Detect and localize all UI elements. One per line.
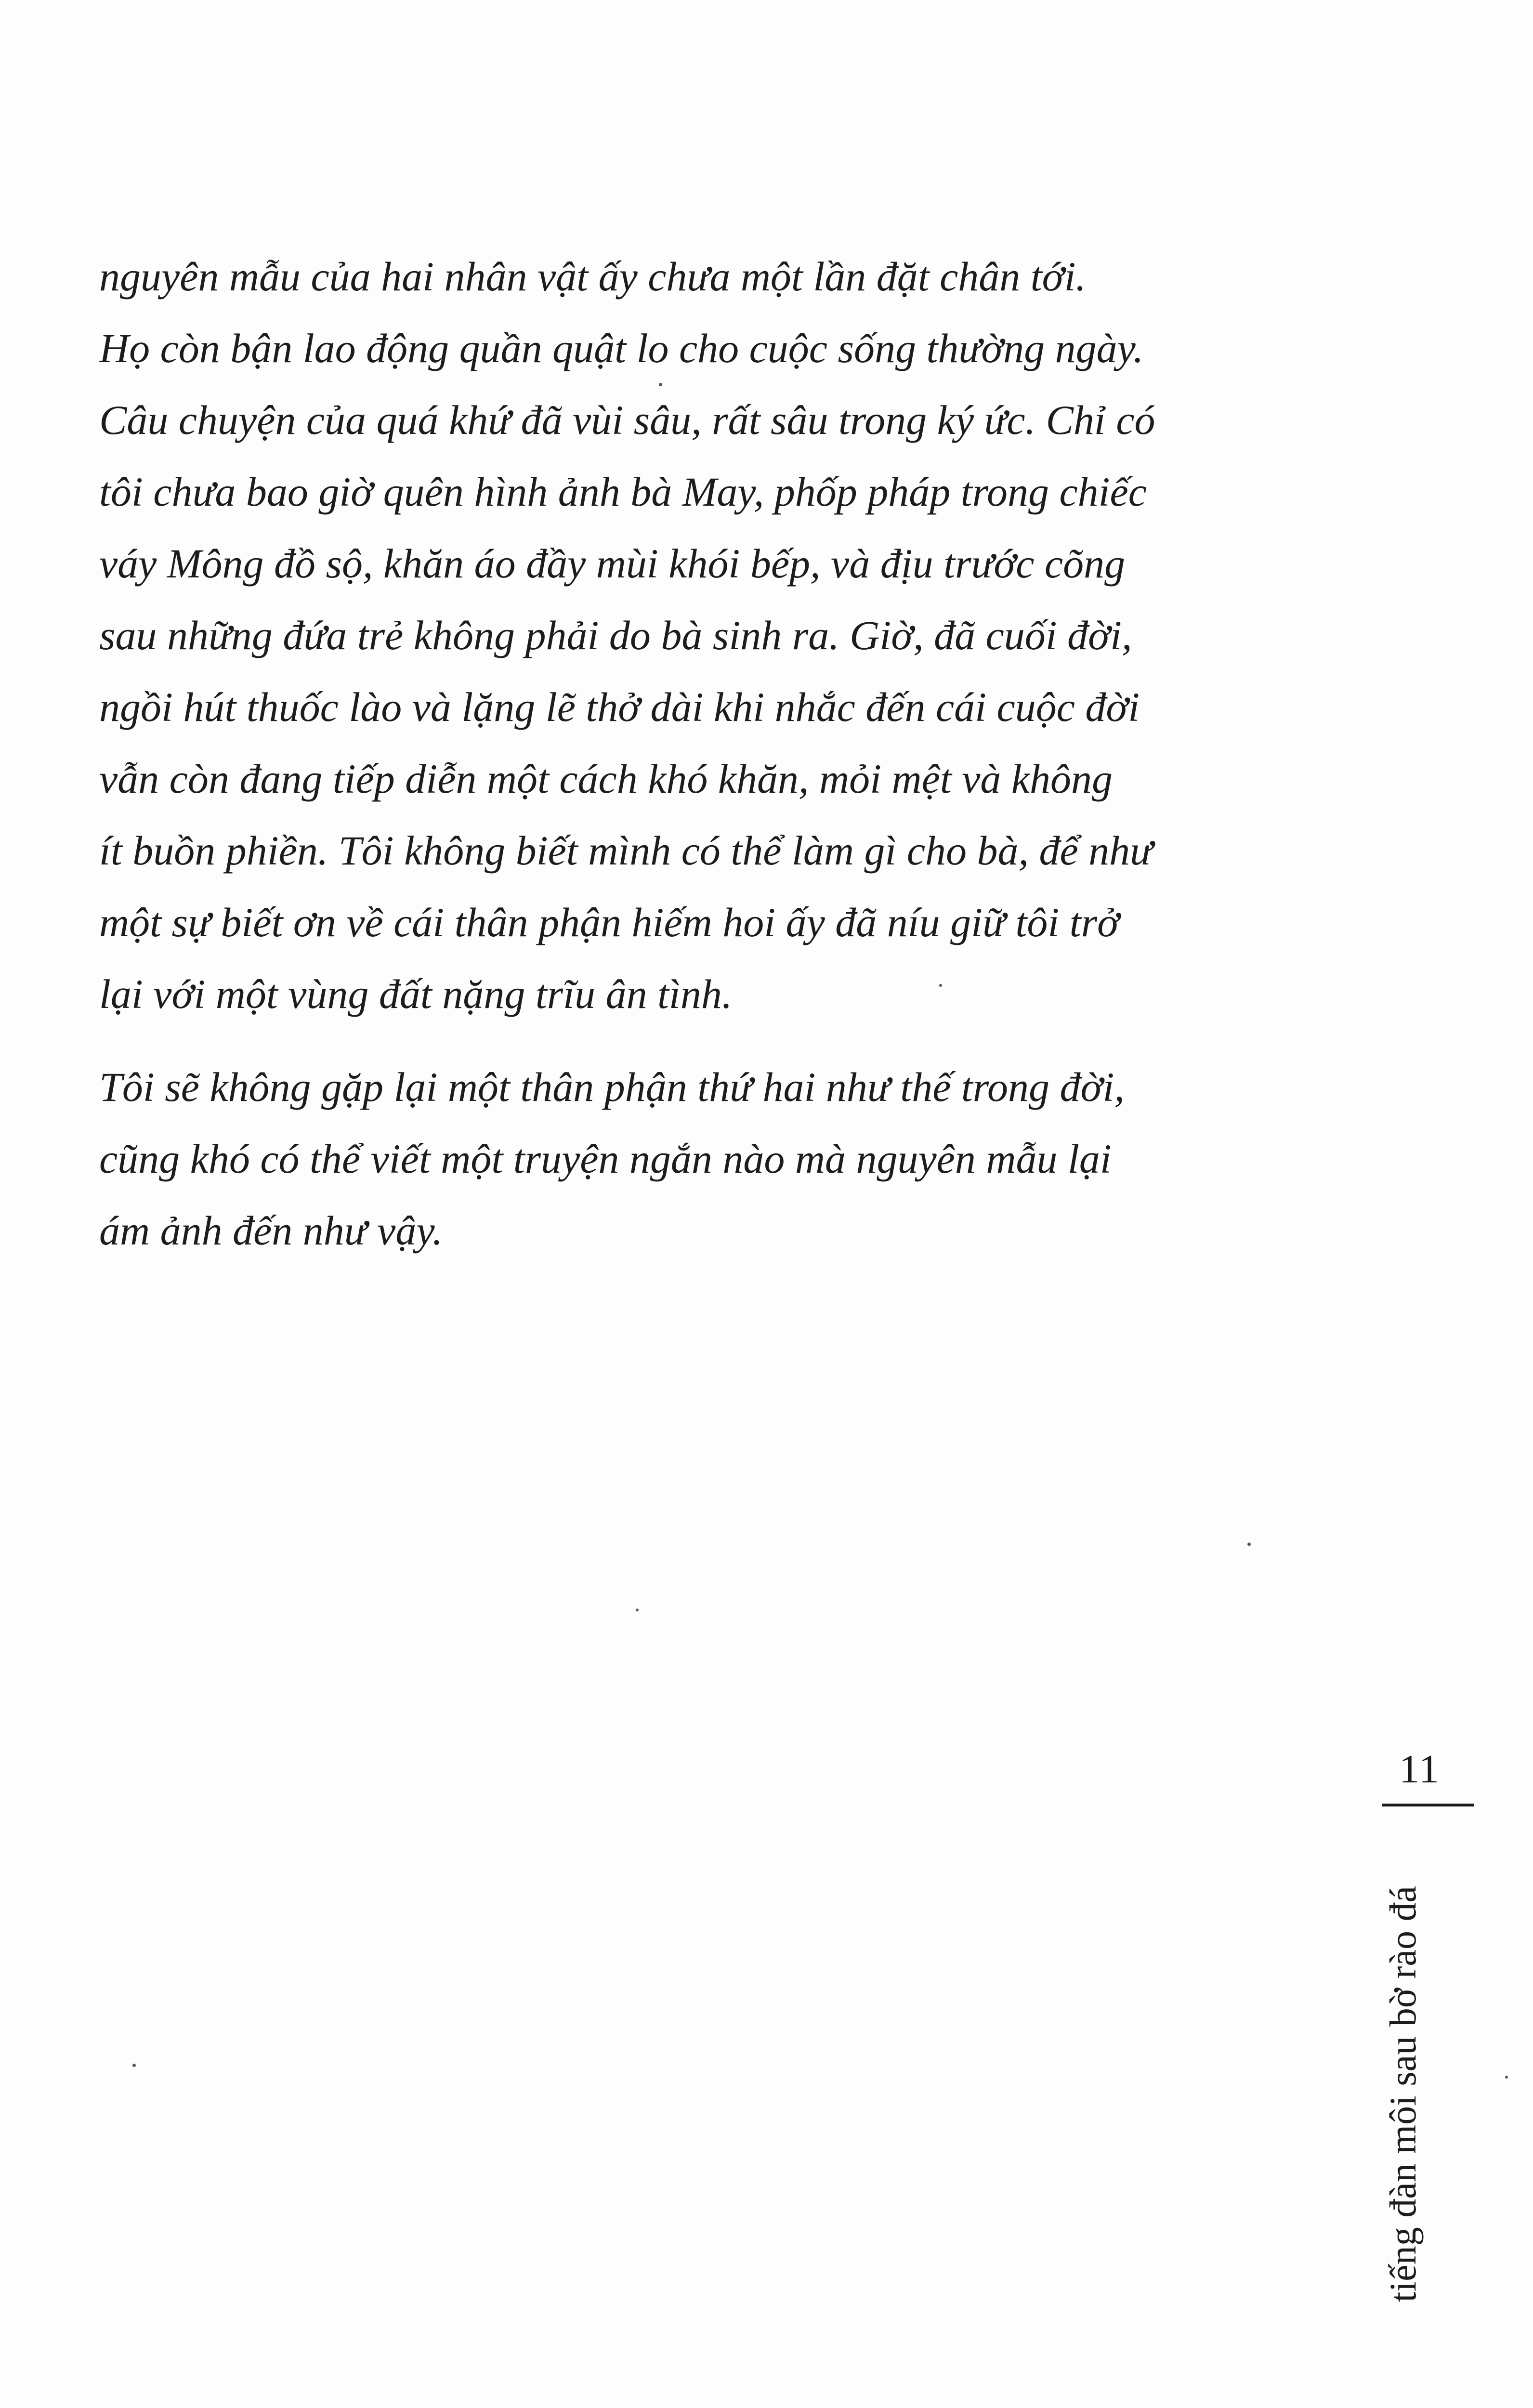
text-line: tôi chưa bao giờ quên hình ảnh bà May, phốp pháp trong chiếc <box>99 469 1147 515</box>
scan-speck <box>132 2064 136 2067</box>
scan-speck <box>1247 1543 1251 1546</box>
text-line: cũng khó có thể viết một truyện ngắn nào mà nguyên mẫu lại <box>99 1136 1112 1182</box>
running-title-container <box>1362 1845 1444 2343</box>
text-line: Họ còn bận lao động quần quật lo cho cuộc sống thường ngày. <box>99 325 1144 371</box>
page-number-rule <box>1382 1804 1474 1806</box>
text-line: sau những đứa trẻ không phải do bà sinh ra. Giờ, đã cuối đời, <box>99 612 1132 658</box>
scan-speck <box>636 1609 639 1611</box>
running-title: tiếng đàn môi sau bờ rào đá <box>1382 1885 1424 2302</box>
text-line: Tôi sẽ không gặp lại một thân phận thứ hai như thế trong đời, <box>99 1064 1125 1110</box>
page-number: 11 <box>1399 1747 1440 1792</box>
scan-speck <box>939 984 942 987</box>
scan-speck <box>659 383 662 386</box>
text-line: váy Mông đồ sộ, khăn áo đầy mùi khói bếp, và địu trước cõng <box>99 540 1126 587</box>
scan-speck <box>1505 2076 1508 2079</box>
paragraph-1 <box>99 241 1332 1030</box>
text-line: Câu chuyện của quá khứ đã vùi sâu, rất sâu trong ký ức. Chỉ có <box>99 397 1155 443</box>
text-line: ám ảnh đến như vậy. <box>99 1207 443 1254</box>
body-text <box>99 241 1332 1267</box>
text-line: nguyên mẫu của hai nhân vật ấy chưa một lần đặt chân tới. <box>99 253 1086 300</box>
text-line: ít buồn phiền. Tôi không biết mình có thể làm gì cho bà, để như <box>99 827 1153 874</box>
paragraph-spacer <box>99 1030 1332 1051</box>
text-line: lại với một vùng đất nặng trĩu ân tình. <box>99 971 733 1017</box>
text-line: vẫn còn đang tiếp diễn một cách khó khăn, mỏi mệt và không <box>99 756 1113 802</box>
paragraph-2 <box>99 1051 1332 1267</box>
text-line: ngồi hút thuốc lào và lặng lẽ thở dài khi nhắc đến cái cuộc đời <box>99 684 1140 730</box>
text-line: một sự biết ơn về cái thân phận hiếm hoi ấy đã níu giữ tôi trở <box>99 899 1120 945</box>
